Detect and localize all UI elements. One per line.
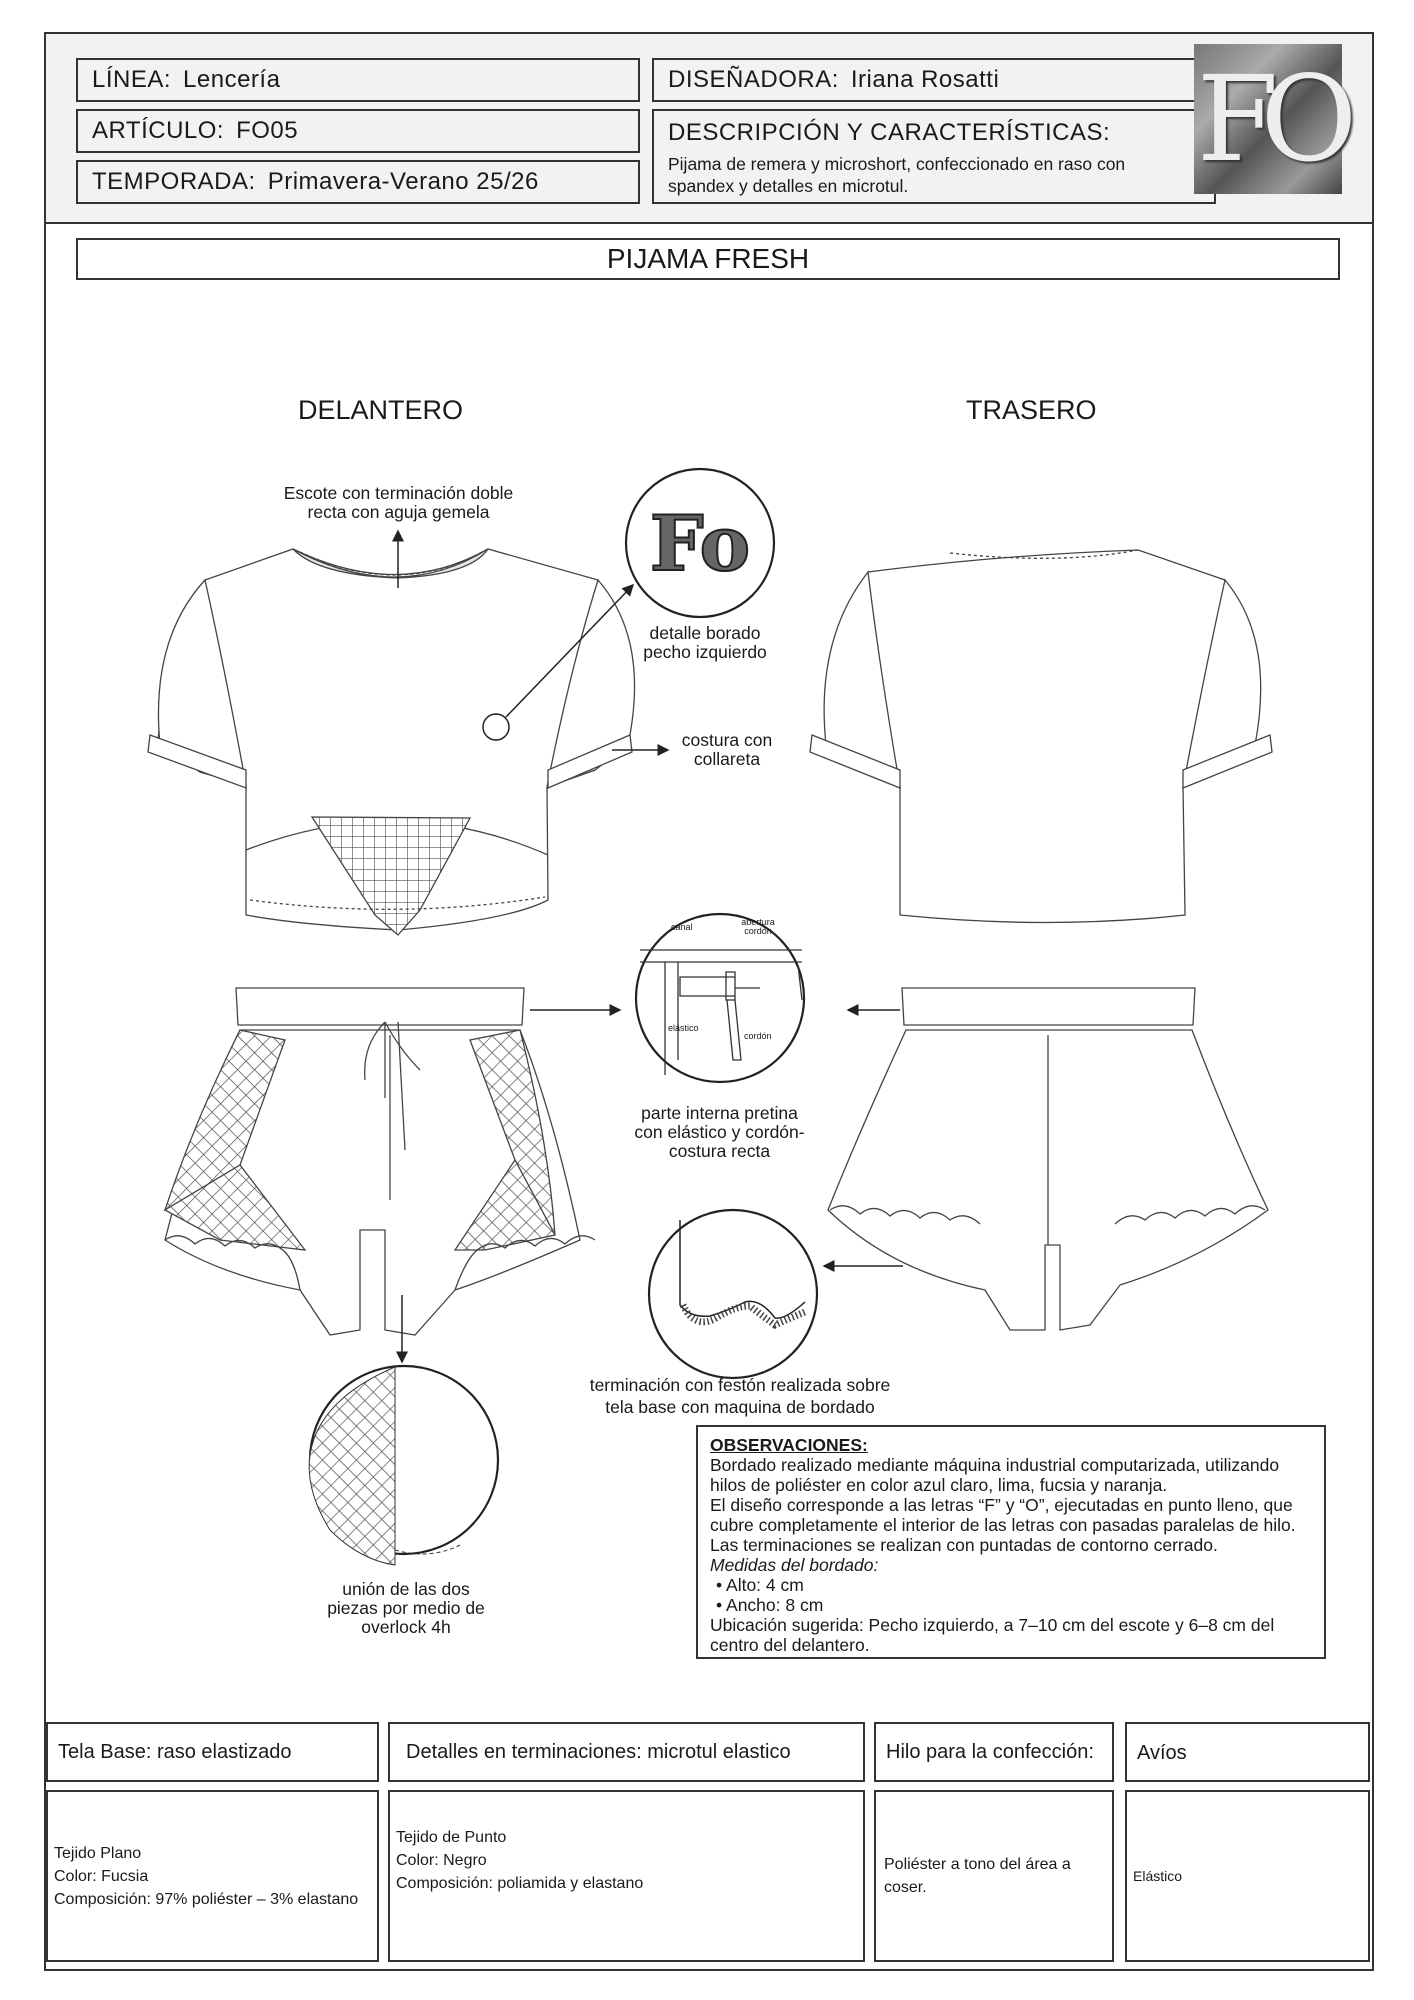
back-view-label: TRASERO [966, 395, 1097, 425]
detalles-line1: Tejido de Punto [396, 1829, 507, 1846]
temporada-label: TEMPORADA: [92, 168, 256, 195]
union-detail-circle [309, 1366, 498, 1565]
articulo-value: FO05 [236, 117, 299, 144]
observaciones-title: OBSERVACIONES: [710, 1435, 868, 1455]
front-view-label: DELANTERO [298, 395, 464, 425]
observaciones-box [696, 1425, 1326, 1659]
avios-line1: Elástico [1133, 1867, 1183, 1884]
front-top [148, 549, 635, 935]
descripcion-text: Pijama de remera y microshort, confeccionado en raso con spandex y detalles en microtul. [668, 154, 1126, 196]
observaciones-medidas: Medidas del bordado: [710, 1555, 879, 1575]
hilo-head: Hilo para la confección: [874, 1722, 1114, 1782]
tela-base-line3: Composición: 97% poliéster – 3% elastano [54, 1890, 359, 1908]
costura-note: costura con collareta [681, 730, 773, 769]
embroidery-detail-circle [626, 469, 774, 617]
detalles-line3: Composición: poliamida y elastano [396, 1875, 644, 1892]
page-title: PIJAMA FRESH [76, 238, 1340, 280]
feston-note: terminación con festón realizada sobre tela base con maquina de bordado [589, 1375, 891, 1417]
detalles-body [388, 1790, 865, 1962]
pretina-detail-circle [636, 914, 804, 1082]
hilo-body [874, 1790, 1114, 1962]
articulo-label: ARTÍCULO: [92, 117, 225, 144]
escote-note: Escote con terminación doble recta con aguja gemela [283, 483, 514, 522]
tela-base-line2: Color: Fucsia [54, 1867, 149, 1885]
tela-base-head: Tela Base: raso elastizado [46, 1722, 379, 1782]
front-shorts [165, 988, 595, 1335]
detalles-head: Detalles en terminaciones: microtul elastico [388, 1722, 865, 1782]
detail-label-cordon: cordón [744, 1031, 772, 1041]
observaciones-ubicacion: Ubicación sugerida: Pecho izquierdo, a 7–10 cm del escote y 6–8 cm del centro del delantero. [710, 1615, 1275, 1655]
descripcion-title: DESCRIPCIÓN Y CARACTERÍSTICAS: [668, 119, 1111, 146]
disenadora-label: DISEÑADORA: [668, 66, 839, 93]
back-shorts [828, 988, 1268, 1330]
observaciones-p2: El diseño corresponde a las letras “F” y “O”, ejecutadas en punto lleno, que cubre completamente el interior de las letras con pasadas paralelas de hilo. Las terminaciones se realizan con puntadas de contorno cerrado. [710, 1495, 1296, 1555]
observaciones-p1: Bordado realizado mediante máquina industrial computarizada, utilizando hilos de poliéster en color azul claro, lima, fucsia y naranja. [710, 1455, 1280, 1495]
detalles-line2: Color: Negro [396, 1852, 487, 1869]
tela-base-line1: Tejido Plano [54, 1844, 142, 1862]
detail-label-abertura: abertura cordón [741, 917, 775, 936]
brand-logo-text: FO [1196, 50, 1340, 188]
tela-base-body [46, 1790, 379, 1962]
linea-label: LÍNEA: [92, 66, 172, 93]
feston-detail-circle [649, 1210, 817, 1378]
linea-value: Lencería [183, 66, 281, 93]
detail-label-elastico: elástico [668, 1023, 699, 1033]
detail-label-canal: canal [671, 922, 693, 932]
embroidery-text: Fo [649, 499, 751, 588]
temporada-value: Primavera-Verano 25/26 [267, 168, 539, 195]
back-top [810, 550, 1272, 923]
hilo-line1: Poliéster a tono del área a coser. [884, 1856, 1071, 1896]
medidas-list [710, 1575, 1312, 1615]
bordado-note: detalle borado pecho izquierdo [643, 623, 767, 662]
union-note: unión de las dos piezas por medio de overlock 4h [327, 1579, 485, 1637]
avios-body [1125, 1790, 1370, 1962]
pretina-note: parte interna pretina con elástico y cordón- costura recta [634, 1103, 805, 1161]
disenadora-value: Iriana Rosatti [850, 66, 1000, 93]
medida-ancho: • Ancho: 8 cm [716, 1595, 1312, 1615]
medida-alto: • Alto: 4 cm [716, 1575, 1312, 1595]
avios-head: Avíos [1125, 1722, 1370, 1782]
